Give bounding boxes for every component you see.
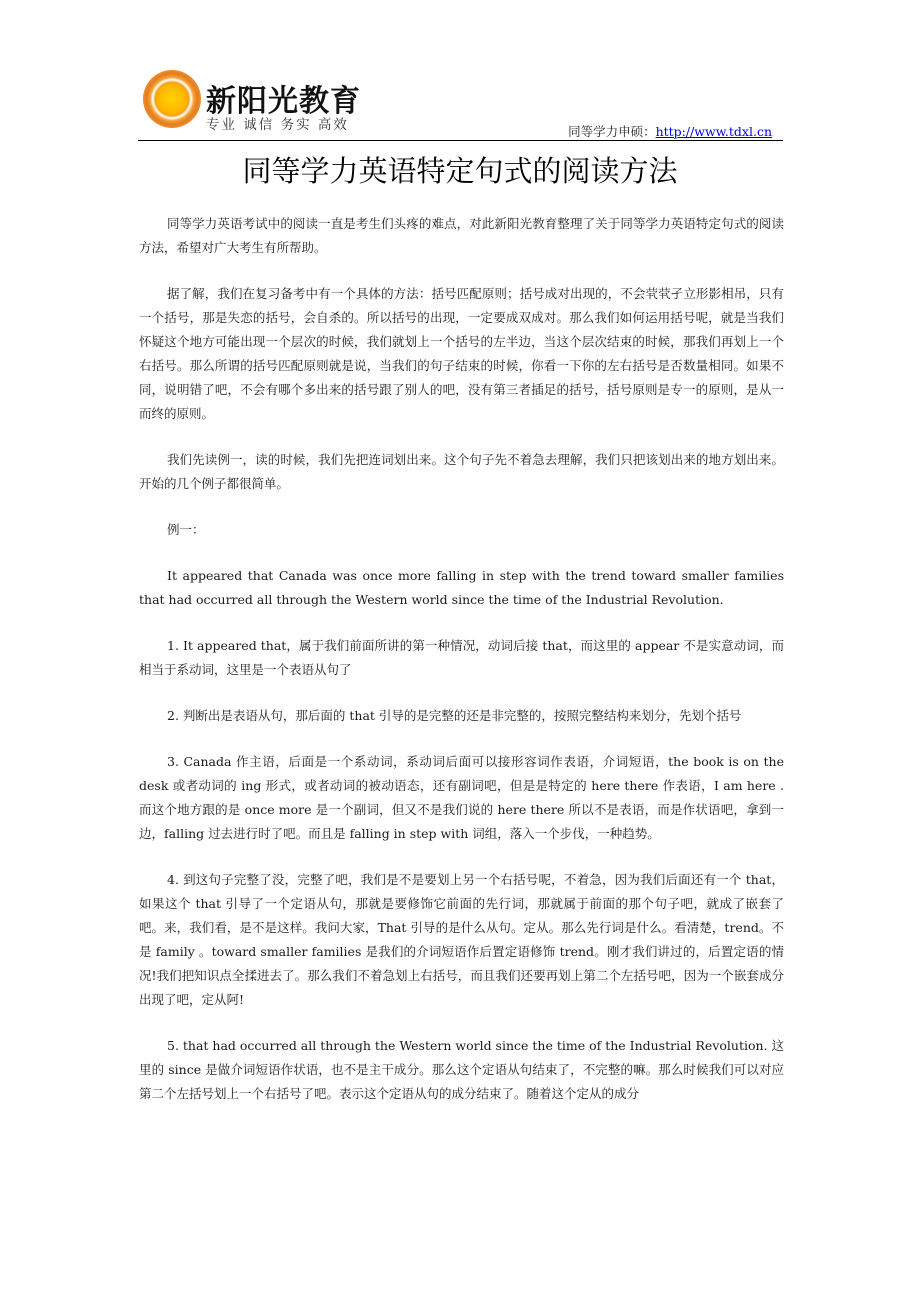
- paragraph-example-sentence: It appeared that Canada was once more falling in step with the trend toward smaller families that had occurred all through the Western world since the time of the Industrial Revolution.: [139, 568, 784, 607]
- paragraph-step-3: 3. Canada 作主语，后面是一个系动词，系动词后面可以接形容词作表语，介词短语，the book is on the desk 或者动词的 ing 形式，或者动词的被动语态，还有副词吧，但是是特定的 here there 作表语，I am here . 而这个地方跟的是 once more 是一个副词，但又不是我们说的 here there 所以不是表语，而是作状语吧，拿到一边，falling 过去进行时了吧。而且是 falling in step with 词组，落入一个步伐，一种趋势。: [139, 754, 784, 841]
- header-link-block: [568, 122, 772, 140]
- header-divider: [138, 140, 783, 141]
- paragraph-intro: 同等学力英语考试中的阅读一直是考生们头疼的难点，对此新阳光教育整理了关于同等学力英语特定句式的阅读方法，希望对广大考生有所帮助。: [139, 216, 784, 255]
- paragraph-step-2: 2. 判断出是表语从句，那后面的 that 引导的是完整的还是非完整的，按照完整结构来划分，先划个括号: [167, 708, 742, 723]
- header-link-label: 同等学力申硕：: [568, 124, 656, 139]
- page-title: 同等学力英语特定句式的阅读方法: [242, 154, 678, 188]
- brand-name: 新阳光教育: [206, 84, 361, 119]
- paragraph-step-1: 1. It appeared that，属于我们前面所讲的第一种情况，动词后接 that，而这里的 appear 不是实意动词，而相当于系动词，这里是一个表语从句了: [139, 638, 784, 677]
- paragraph-step-5: 5. that had occurred all through the Western world since the time of the Industrial Revolution. 这里的 since 是做介词短语作状语，也不是主干成分。那么这个定语从句结束了，不完整的嘛。那么时候我们可以对应第二个左括号划上一个右括号了吧。表示这个定语从句的成分结束了。随着这个定从的成分: [139, 1038, 785, 1101]
- page-header: [0, 0, 920, 145]
- paragraph-example-label: 例一：: [167, 522, 205, 537]
- paragraph-example-intro: 我们先读例一，读的时候，我们先把连词划出来。这个句子先不着急去理解，我们只把该划出来的地方划出来。开始的几个例子都很简单。: [139, 452, 784, 491]
- sun-logo-icon: [143, 70, 201, 128]
- paragraph-bracket-rule: 据了解，我们在复习备考中有一个具体的方法：括号匹配原则；括号成对出现的，不会茕茕孑立形影相吊，只有一个括号，那是失恋的括号，会自杀的。所以括号的出现，一定要成双成对。那么我们如何运用括号呢，就是当我们怀疑这个地方可能出现一个层次的时候，我们就划上一个括号的左半边，当这个层次结束的时候，那我们再划上一个右括号。那么所谓的括号匹配原则就是说，当我们的句子结束的时候，你看一下你的左右括号是否数量相同。如果不同，说明错了吧，不会有哪个多出来的括号跟了别人的吧，没有第三者插足的括号，括号原则是专一的原则，是从一而终的原则。: [139, 286, 784, 421]
- brand-slogan: 专业 诚信 务实 高效: [206, 117, 349, 133]
- site-link[interactable]: http://www.tdxl.cn: [655, 124, 772, 139]
- article-body: [139, 212, 784, 1106]
- paragraph-step-4: 4. 到这句子完整了没，完整了吧，我们是不是要划上另一个右括号呢，不着急，因为我们后面还有一个 that，如果这个 that 引导了一个定语从句，那就是要修饰它前面的先行词，那就属于前面的那个句子吧，就成了嵌套了吧。来，我们看，是不是这样。我问大家，That 引导的是什么从句。定从。那么先行词是什么。看清楚，trend。不是 family 。toward smaller families 是我们的介词短语作后置定语修饰 trend。刚才我们讲过的，后置定语的情况!我们把知识点全揉进去了。那么我们不着急划上右括号，而且我们还要再划上第二个左括号吧，因为一个嵌套成分出现了吧，定从阿!: [139, 872, 784, 1007]
